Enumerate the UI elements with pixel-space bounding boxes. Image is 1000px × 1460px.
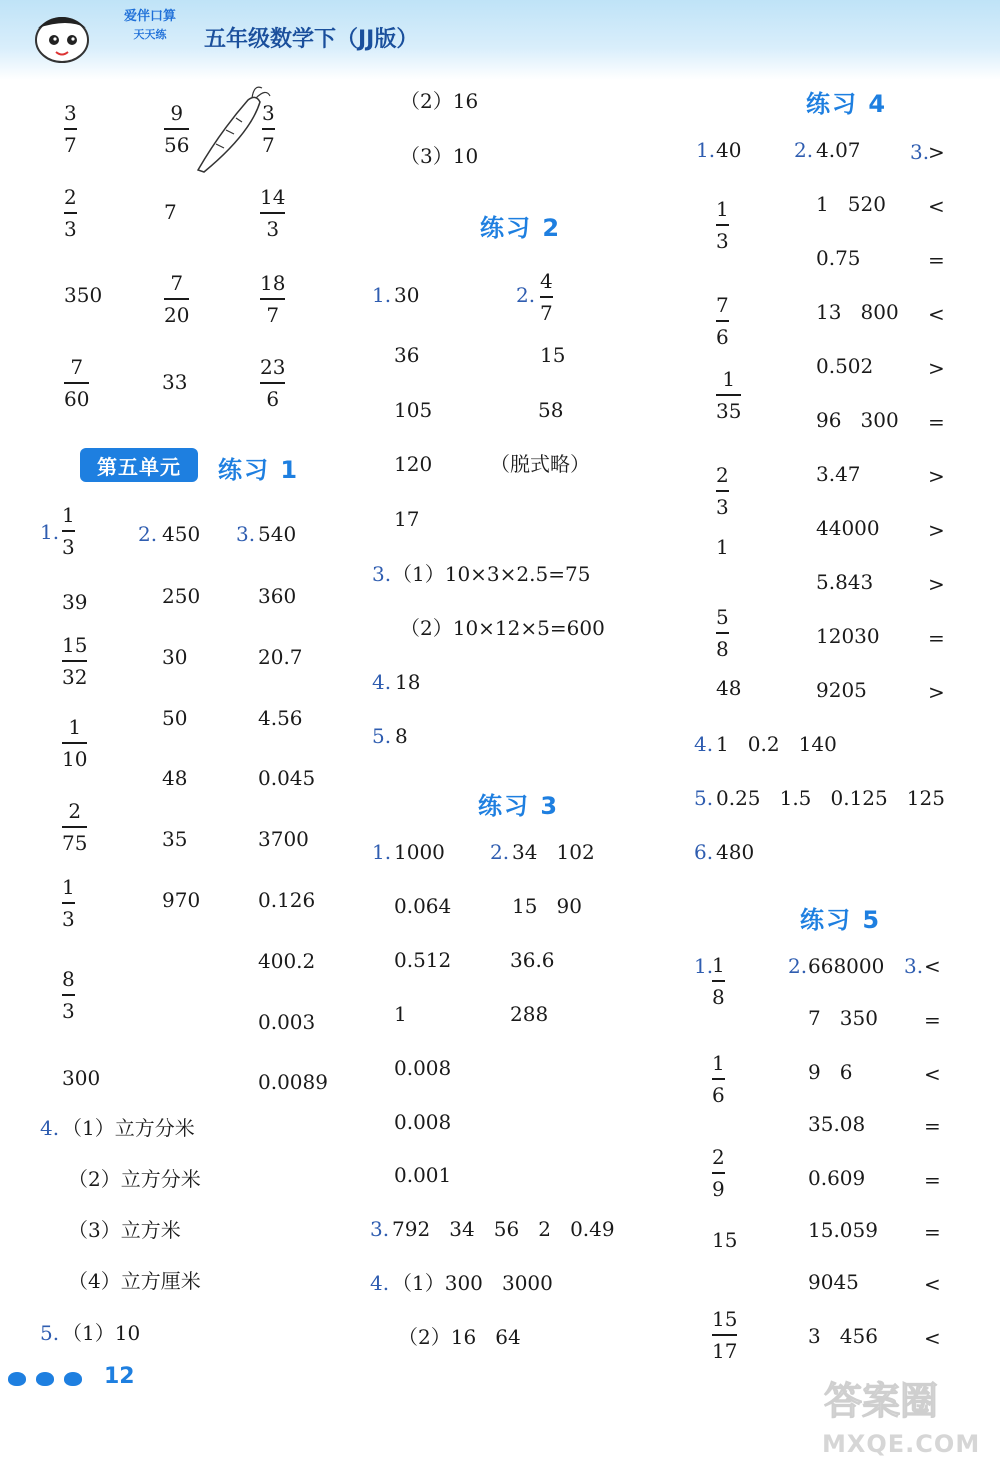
answer-value: 300 (62, 1066, 101, 1090)
fraction: 4 7 (540, 269, 553, 325)
fraction: 15 32 (62, 633, 88, 689)
answer-value: 0.001 (394, 1163, 452, 1187)
answer-text: 0.25 1.5 0.125 125 (716, 786, 945, 810)
fraction: 1 6 (712, 1051, 725, 1107)
paw-icon (8, 1372, 26, 1386)
answer-value: 540 (258, 522, 297, 546)
fraction: 3 7 (262, 101, 275, 157)
answer-value: 18 (395, 670, 421, 694)
answer-value: 35 (162, 827, 188, 851)
fraction: 8 3 (62, 967, 75, 1023)
paw-icon (36, 1372, 54, 1386)
answer-value: 9045 (808, 1270, 859, 1294)
fraction: 14 3 (260, 185, 286, 241)
section-title: 练习 4 (806, 90, 888, 118)
answer-value: 30 (394, 283, 420, 307)
question-number: 1. (40, 520, 60, 544)
answer-value: 20.7 (258, 645, 303, 669)
comparison-sign: > (928, 518, 945, 542)
comparison-sign: > (928, 140, 945, 164)
answer-value: 4.07 (816, 138, 861, 162)
answer-text: （2）10×12×5=600 (400, 616, 605, 640)
question-number: 1. (372, 840, 392, 864)
fraction: 2 9 (712, 1145, 725, 1201)
question-number: 3. (236, 522, 256, 546)
answer-value: 400.2 (258, 949, 316, 973)
answer-value: 0.502 (816, 354, 874, 378)
answer-value: 34 102 (512, 840, 595, 864)
answer-value: 0.064 (394, 894, 452, 918)
answer-value: 0.512 (394, 948, 452, 972)
answer-value: 36.6 (510, 948, 555, 972)
fraction: 1 3 (716, 197, 729, 253)
question-number: 2. (794, 138, 814, 162)
question-number: 5. (40, 1321, 60, 1345)
answer-value: 44000 (816, 516, 880, 540)
answer-text: （1）300 3000 (392, 1271, 553, 1295)
answer-value: 250 (162, 584, 201, 608)
fraction: 1 3 (62, 875, 75, 931)
comparison-sign: > (928, 356, 945, 380)
question-number: 3. (372, 562, 392, 586)
answer-value: 15 (712, 1228, 738, 1252)
question-number: 2. (138, 522, 158, 546)
fraction: 15 17 (712, 1307, 738, 1363)
answer-text: （1）立方分米 (62, 1116, 195, 1140)
answer-value: 96 300 (816, 408, 899, 432)
comparison-sign: > (928, 464, 945, 488)
answer-value: 8 (395, 724, 408, 748)
answer-value: 0.75 (816, 246, 861, 270)
answer-value: 48 (162, 766, 188, 790)
answer-value: 1000 (394, 840, 445, 864)
answer-value: 39 (62, 590, 88, 614)
fraction: 2 3 (64, 185, 77, 241)
answer-text: （3）立方米 (68, 1218, 181, 1242)
book-title: 五年级数学下（JJ版） (204, 27, 419, 52)
answer-value: 0.008 (394, 1110, 452, 1134)
fraction: 23 6 (260, 355, 286, 411)
answer-value: 3700 (258, 827, 309, 851)
section-title: 练习 5 (800, 906, 882, 934)
answer-value: 0.003 (258, 1010, 316, 1034)
answer-value: 5.843 (816, 570, 874, 594)
comparison-sign: < (924, 1326, 941, 1350)
answer-value: 15.059 (808, 1218, 878, 1242)
answer-value: 105 (394, 398, 433, 422)
brand-line-1: 爱伴口算 (123, 9, 176, 24)
answer-value: 668000 (808, 954, 885, 978)
fraction: 1 35 (716, 367, 742, 423)
comparison-sign: < (924, 1272, 941, 1296)
comparison-sign: = (924, 1114, 941, 1138)
answer-value: 360 (258, 584, 297, 608)
fraction: 9 56 (164, 101, 190, 157)
fraction: 7 20 (164, 271, 190, 327)
answer-value: 4.56 (258, 706, 303, 730)
answer-value: 9 6 (808, 1060, 853, 1084)
comparison-sign: = (928, 248, 945, 272)
answer-text: 792 34 56 2 0.49 (392, 1217, 615, 1241)
comparison-sign: = (928, 626, 945, 650)
answer-value: 50 (162, 706, 188, 730)
answer-value: 9205 (816, 678, 867, 702)
answer-value: 36 (394, 343, 420, 367)
question-number: 1. (372, 283, 392, 307)
answer-text: （4）立方厘米 (68, 1269, 201, 1293)
comparison-sign: > (928, 572, 945, 596)
footer-decoration (8, 1370, 82, 1388)
watermark-site: MXQE.COM (822, 1430, 981, 1458)
answer-value: 0.045 (258, 766, 316, 790)
question-number: 1. (694, 954, 714, 978)
fraction: 1 8 (712, 953, 725, 1009)
answer-value: 12030 (816, 624, 880, 648)
answer-value: 480 (716, 840, 755, 864)
comparison-sign: < (924, 1062, 941, 1086)
answer-text: （1）10×3×2.5=75 (392, 562, 591, 586)
comparison-sign: < (924, 954, 941, 978)
comparison-sign: > (928, 680, 945, 704)
answer-value: 58 (538, 398, 564, 422)
answer-text: （1）10 (62, 1321, 141, 1345)
fraction: 5 8 (716, 605, 729, 661)
section-title: 练习 3 (478, 792, 560, 820)
question-number: 2. (516, 283, 536, 307)
question-number: 4. (370, 1271, 390, 1295)
answer-value: 0.008 (394, 1056, 452, 1080)
fraction: 3 7 (64, 101, 77, 157)
answer-value: 30 (162, 645, 188, 669)
section-title: 练习 2 (480, 214, 562, 242)
section-title: 练习 1 (218, 456, 300, 484)
answer-value: 120 (394, 452, 433, 476)
unit-badge: 第五单元 (80, 448, 198, 482)
comparison-sign: = (924, 1220, 941, 1244)
answer-value: 3.47 (816, 462, 861, 486)
answer-value: 350 (64, 283, 103, 307)
answer-value: 35.08 (808, 1112, 866, 1136)
page-number: 12 (104, 1364, 135, 1389)
answer-text: （脱式略） (490, 452, 590, 476)
question-number: 2. (788, 954, 808, 978)
question-number: 3. (910, 140, 930, 164)
answer-value: 17 (394, 507, 420, 531)
answer-value: 7 (164, 200, 177, 224)
answer-value: 450 (162, 522, 201, 546)
answer-value: 0.609 (808, 1166, 866, 1190)
comparison-sign: = (924, 1168, 941, 1192)
fraction: 7 60 (64, 355, 90, 411)
question-number: 4. (372, 670, 392, 694)
answer-text: （2）16 64 (398, 1325, 521, 1349)
fraction: 18 7 (260, 271, 286, 327)
comparison-sign: < (928, 302, 945, 326)
question-number: 2. (490, 840, 510, 864)
answer-value: 7 350 (808, 1006, 878, 1030)
question-number: 4. (40, 1116, 60, 1140)
answer-value: 970 (162, 888, 201, 912)
answer-value: 15 90 (512, 894, 582, 918)
fraction: 2 3 (716, 463, 729, 519)
watermark-logo-text: 答案圈 (824, 1379, 939, 1423)
comparison-sign: < (928, 194, 945, 218)
question-number: 1. (696, 138, 716, 162)
question-number: 4. (694, 732, 714, 756)
answer-value: 3 456 (808, 1324, 878, 1348)
brand-line-2: 天天练 (133, 28, 167, 41)
answer-value: 40 (716, 138, 742, 162)
question-number: 3. (370, 1217, 390, 1241)
question-number: 5. (694, 786, 714, 810)
answer-value: 13 800 (816, 300, 899, 324)
answer-value: 15 (540, 343, 566, 367)
answer-value: 48 (716, 676, 742, 700)
paw-icon (64, 1372, 82, 1386)
question-number: 3. (904, 954, 924, 978)
comparison-sign: = (924, 1008, 941, 1032)
answer-value: 33 (162, 370, 188, 394)
fraction: 2 75 (62, 799, 88, 855)
fraction: 7 6 (716, 293, 729, 349)
fraction: 1 10 (62, 715, 88, 771)
answer-value: 1 (394, 1002, 407, 1026)
answer-value: 1 (716, 535, 729, 559)
comparison-sign: = (928, 410, 945, 434)
mascot-logo-icon (28, 4, 98, 68)
question-number: 5. (372, 724, 392, 748)
answer-text: （2）16 (400, 89, 479, 113)
brand-logo (108, 8, 192, 48)
fraction: 1 3 (62, 503, 75, 559)
carrot-doodle-icon (190, 82, 276, 174)
answer-text: （2）立方分米 (68, 1167, 201, 1191)
answer-text: 1 0.2 140 (716, 732, 837, 756)
answer-value: 0.0089 (258, 1070, 328, 1094)
answer-value: 1 520 (816, 192, 886, 216)
answer-value: 0.126 (258, 888, 316, 912)
answer-value: 288 (510, 1002, 549, 1026)
question-number: 6. (694, 840, 714, 864)
answer-text: （3）10 (400, 144, 479, 168)
